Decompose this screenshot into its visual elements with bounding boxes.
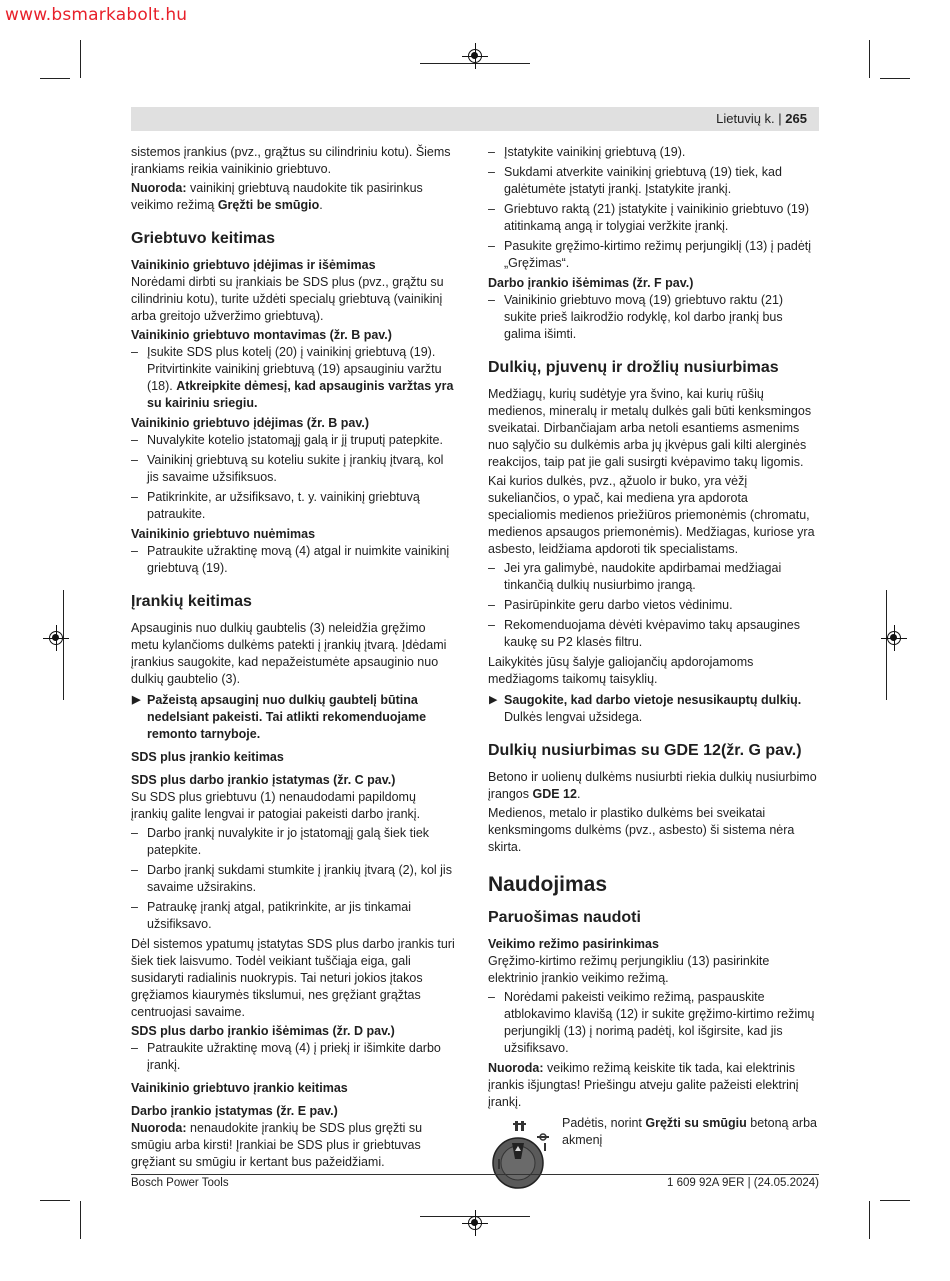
mode-text: Padėtis, norint <box>562 1116 646 1130</box>
list-item-text: Griebtuvo raktą (21) įstatykite į vainikinio griebtuvo (19) atitinkamą angą ir tolygiai veržkite įrankį. <box>504 202 809 233</box>
list-item-text: Patraukite užraktinę movą (4) atgal ir nuimkite vainikinį griebtuvą (19). <box>147 544 450 575</box>
list <box>131 344 456 412</box>
list-item: – Rekomenduojama dėvėti kvėpavimo takų apsaugines kaukę su P2 klasės filtru. <box>488 618 801 649</box>
paragraph: Su SDS plus griebtuvu (1) nenaudodami papildomų įrankių galite lengvai ir patogiai pakeisti darbo įrankį. <box>131 790 421 821</box>
list-item-text: Įsukite SDS plus kotelį (20) į vainikinį griebtuvą (19). Pritvirtinkite vainikinį griebtuvą (19) apsauginiu varžtu (18). <box>147 345 442 393</box>
list-item: – Vainikinį griebtuvą su koteliu sukite į įrankių įtvarą, kol jis savaime užsifiksuos. <box>131 453 444 484</box>
crop-mark <box>80 40 81 78</box>
list-item-warning: Atkreipkite dėmesį, kad apsauginis varžtas yra su kairiniu sriegiu. <box>147 379 454 410</box>
paragraph: Apsauginis nuo dulkių gaubtelis (3) neleidžia gręžimo metu kylančioms dulkėms patekti į įrankių įtvarą. Įdėdami įrankius saugokite, kad nepažeistumėte apsauginio nuo dulkių gaubtelio (3). <box>131 621 447 686</box>
mode-position-text <box>562 1115 817 1149</box>
list <box>488 989 818 1057</box>
list-item: – Jei yra galimybė, naudokite apdirbamai medžiagai tinkančią dulkių nusiurbimo įrangą. <box>488 561 782 592</box>
note-label: Nuoroda: <box>131 181 187 195</box>
right-column <box>488 144 818 1185</box>
note-text: veikimo režimą keiskite tik tada, kai elektrinis įrankis išjungtas! Priešingu atveju galite pažeisti elektrinį įrankį. <box>488 1061 799 1109</box>
registration-mark-icon <box>887 631 901 645</box>
list-item: – Patraukite užraktinę movą (4) atgal ir nuimkite vainikinį griebtuvą (19). <box>131 544 450 575</box>
subheading: Darbo įrankio išėmimas (žr. F pav.) <box>488 276 694 290</box>
subheading: Vainikinio griebtuvo montavimas (žr. B pav.) <box>131 328 392 342</box>
warning-text: Saugokite, kad darbo vietoje nesusikauptų dulkių. <box>504 693 802 707</box>
crop-mark <box>40 78 70 79</box>
footer-code: 1 609 92A 9ER | (24.05.2024) <box>667 1177 819 1189</box>
page-number: 265 <box>785 111 807 126</box>
page-header <box>131 107 819 131</box>
chapter-heading: Naudojimas <box>488 873 608 896</box>
list-item: – Patikrinkite, ar užsifiksavo, t. y. vainikinį griebtuvą patraukite. <box>131 490 420 521</box>
list <box>131 825 456 933</box>
list-item-text: Vainikinį griebtuvą su koteliu sukite į įrankių įtvarą, kol jis savaime užsifiksuos. <box>147 453 444 484</box>
list-item: – Darbo įrankį nuvalykite ir jo įstatomąjį galą šiek tiek patepkite. <box>131 826 430 857</box>
list-item-text: Įstatykite vainikinį griebtuvą (19). <box>504 145 686 159</box>
subheading: Vainikinio griebtuvo nuėmimas <box>131 527 316 541</box>
paragraph: Dėl sistemos ypatumų įstatytas SDS plus darbo įrankis turi šiek tiek laisvumo. Todėl veikiant tuščiąja eiga, gali susidaryti radialinis nuokrypis. Tai neturi jokios įtakos gręžiamos kiaurymės tikslumui, nes gręžiant grąžtas centruojasi savaime. <box>131 937 455 1019</box>
list-item: – Pasukite gręžimo-kirtimo režimų perjungiklį (13) į padėtį „Gręžimas“. <box>488 239 812 270</box>
list-item: – Įsukite SDS plus kotelį (20) į vainikinį griebtuvą (19). Pritvirtinkite vainikinį griebtuvą (19) apsauginiu varžtu (18). Atkreipkite dėmesį, kad apsauginis varžtas yra su kairiniu sriegiu. <box>131 345 454 410</box>
paragraph: sistemos įrankius (pvz., grąžtus su cilindriniu kotu). Šiems įrankiams reikia vainikinio griebtuvo. <box>131 145 451 176</box>
footer-brand: Bosch Power Tools <box>131 1177 229 1189</box>
header-text <box>716 111 807 126</box>
list-item: – Darbo įrankį sukdami stumkite į įrankių įtvarą (2), kol jis savaime užsirakins. <box>131 863 452 894</box>
section-heading: Paruošimas naudoti <box>488 909 641 926</box>
crop-mark <box>63 590 64 700</box>
header-language: Lietuvių k. | <box>716 111 782 126</box>
footer-divider <box>131 1174 819 1175</box>
list-item: – Patraukite užraktinę movą (4) į priekį ir išimkite darbo įrankį. <box>131 1041 441 1072</box>
list-item-text: Pasirūpinkite geru darbo vietos vėdinimu. <box>504 598 733 612</box>
crop-mark <box>886 590 887 700</box>
crop-mark <box>869 1201 870 1239</box>
note-text: vainikinį griebtuvą naudokite tik pasirinkus veikimo režimą <box>131 181 423 212</box>
arrow-right-icon: ▶ <box>489 694 498 706</box>
left-column <box>131 144 456 1173</box>
warning-item <box>131 692 456 743</box>
note-paragraph <box>131 1120 456 1171</box>
paragraph: Kai kurios dulkės, pvz., ąžuolo ir buko, yra vėžį sukeliančios, o ypač, kai mediena yra apdorota specialiomis medienos priežiūros priemonėmis (chromatu, medienos apsaugos priemonėmis). Medžiagas, kuriose yra asbesto, leidžiama apdoroti tik specialistams. <box>488 474 815 556</box>
section-heading: Griebtuvo keitimas <box>131 230 276 247</box>
list-item-text: Norėdami pakeisti veikimo režimą, paspauskite atblokavimo klavišą (12) ir sukite gręžimo-kirtimo režimų perjungiklį (13) į norimą padėtį, kol išgirsite, kad jis užsifiksavo. <box>504 990 815 1055</box>
list-item: – Patraukę įrankį atgal, patikrinkite, ar jis tinkamai užsifiksavo. <box>131 900 412 931</box>
crop-mark <box>80 1201 81 1239</box>
list-item-text: Patraukite užraktinę movą (4) į priekį ir išimkite darbo įrankį. <box>147 1041 441 1072</box>
warning-text: Pažeistą apsauginį nuo dulkių gaubtelį būtina nedelsiant pakeisti. Tai atlikti rekomenduojame remonto tarnyboje. <box>147 693 427 741</box>
list-item: – Norėdami pakeisti veikimo režimą, paspauskite atblokavimo klavišą (12) ir sukite gręžimo-kirtimo režimų perjungiklį (13) į norimą padėtį, kol išgirsite, kad jis užsifiksavo. <box>488 990 815 1055</box>
list-item: – Pasirūpinkite geru darbo vietos vėdinimu. <box>488 598 733 612</box>
subheading: SDS plus darbo įrankio įstatymas (žr. C pav.) <box>131 773 396 787</box>
registration-mark-icon <box>468 49 482 63</box>
note-label: Nuoroda: <box>131 1121 187 1135</box>
section-heading: Dulkių, pjuvenų ir drožlių nusiurbimas <box>488 359 779 376</box>
product-name: GDE 12 <box>532 787 577 801</box>
list <box>488 560 818 651</box>
subheading: Vainikinio griebtuvo įdėjimas ir išėmimas <box>131 258 376 272</box>
arrow-right-icon: ▶ <box>132 694 141 706</box>
section-heading: Įrankių keitimas <box>131 593 252 610</box>
section-heading: Dulkių nusiurbimas su GDE 12(žr. G pav.) <box>488 742 802 759</box>
list <box>488 292 818 343</box>
list-item-text: Darbo įrankį sukdami stumkite į įrankių įtvarą (2), kol jis savaime užsirakins. <box>147 863 452 894</box>
mode-name: Gręžti su smūgiu <box>645 1116 747 1130</box>
paragraph-text: Betono ir uolienų dulkėms nusiurbti riekia dulkių nusiurbimo įrangos <box>488 770 817 801</box>
paragraph: Medžiagų, kurių sudėtyje yra švino, kai kurių rūšių medienos, mineralų ir metalų dulkės gali būti kenksmingos sveikatai. Dirbančiajam arba netoli esantiems asmenims nuo sąlyčio su dulkėmis arba jų įkvėpus gali kilti alerginės reakcijos, taip pat jie gali susirgti kvėpavimo takų ligomis. <box>488 387 812 469</box>
paragraph: Laikykitės jūsų šalyje galiojančių apdorojamoms medžiagoms taikomų taisyklių. <box>488 655 754 686</box>
subheading: Vainikinio griebtuvo įdėjimas (žr. B pav.) <box>131 416 370 430</box>
paragraph-end: . <box>576 787 581 801</box>
list-item-text: Darbo įrankį nuvalykite ir jo įstatomąjį galą šiek tiek patepkite. <box>147 826 430 857</box>
warning-item <box>488 692 818 726</box>
mode-selector-dial-icon <box>488 1121 556 1189</box>
paragraph: Medienos, metalo ir plastiko dulkėms bei sveikatai kenksmingoms dulkėms (pvz., asbesto) ši sistema nėra skirta. <box>488 806 795 854</box>
list <box>131 543 456 577</box>
list-item: – Sukdami atverkite vainikinį griebtuvą (19) tiek, kad galėtumėte įstatyti įrankį. Įstatykite įrankį. <box>488 165 782 196</box>
crop-mark <box>869 40 870 78</box>
note-text: nenaudokite įrankių be SDS plus gręžti su smūgiu arba kirsti! Įrankiai be SDS plus ir griebtuvas gręžiant su smūgiu ir kertant bus pažeidžiami. <box>131 1121 423 1169</box>
subheading: Darbo įrankio įstatymas (žr. E pav.) <box>131 1104 338 1118</box>
list-item: – Griebtuvo raktą (21) įstatykite į vainikinio griebtuvo (19) atitinkamą angą ir tolygiai veržkite įrankį. <box>488 202 809 233</box>
subheading: SDS plus įrankio keitimas <box>131 750 284 764</box>
list-item: – Vainikinio griebtuvo movą (19) griebtuvo raktu (21) sukite prieš laikrodžio rodyklę, kol darbo įrankį bus galima išimti. <box>488 293 784 341</box>
crop-mark <box>880 78 910 79</box>
list <box>131 432 456 523</box>
list-item-text: Rekomenduojama dėvėti kvėpavimo takų apsaugines kaukę su P2 klasės filtru. <box>504 618 801 649</box>
list-item-text: Patraukę įrankį atgal, patikrinkite, ar jis tinkamai užsifiksavo. <box>147 900 412 931</box>
registration-mark-icon <box>468 1216 482 1230</box>
list-item: – Nuvalykite kotelio įstatomąjį galą ir jį truputį patepkite. <box>131 433 443 447</box>
list <box>131 1040 456 1074</box>
subheading: Vainikinio griebtuvo įrankio keitimas <box>131 1081 348 1095</box>
list-item-text: Patikrinkite, ar užsifiksavo, t. y. vainikinį griebtuvą patraukite. <box>147 490 420 521</box>
registration-mark-icon <box>49 631 63 645</box>
subheading: SDS plus darbo įrankio išėmimas (žr. D pav.) <box>131 1024 395 1038</box>
list-item-text: Nuvalykite kotelio įstatomąjį galą ir jį truputį patepkite. <box>147 433 443 447</box>
list-item-text: Jei yra galimybė, naudokite apdirbamai medžiagai tinkančią dulkių nusiurbimo įrangą. <box>504 561 782 592</box>
note-paragraph <box>488 1060 818 1111</box>
list-item-text: Vainikinio griebtuvo movą (19) griebtuvo raktu (21) sukite prieš laikrodžio rodyklę, kol darbo įrankį bus galima išimti. <box>504 293 784 341</box>
list-item-text: Pasukite gręžimo-kirtimo režimų perjungiklį (13) į padėtį „Gręžimas“. <box>504 239 812 270</box>
list-item-text: Sukdami atverkite vainikinį griebtuvą (19) tiek, kad galėtumėte įstatyti įrankį. Įstatykite įrankį. <box>504 165 782 196</box>
list <box>488 144 818 272</box>
note-end: . <box>319 198 323 212</box>
note-mode: Gręžti be smūgio <box>217 198 320 212</box>
watermark: www.bsmarkabolt.hu <box>5 5 188 25</box>
warning-detail: Dulkės lengvai užsidega. <box>504 710 643 724</box>
note-label: Nuoroda: <box>488 1061 544 1075</box>
list-item: – Įstatykite vainikinį griebtuvą (19). <box>488 145 686 159</box>
paragraph: Norėdami dirbti su įrankiais be SDS plus (pvz., grąžtu su cilindriniu kotu), turite uždėti specialų griebtuvą (vainikinį arba greitojo užveržimo griebtuvą). <box>131 275 444 323</box>
subheading: Veikimo režimo pasirinkimas <box>488 937 659 951</box>
mode-text-end: betoną arba akmenį <box>562 1116 817 1147</box>
paragraph <box>488 769 818 803</box>
paragraph: Gręžimo-kirtimo režimų perjungikliu (13) pasirinkite elektrinio įrankio veikimo režimą. <box>488 954 770 985</box>
note-paragraph <box>131 180 456 214</box>
crop-mark <box>880 1200 910 1201</box>
crop-mark <box>40 1200 70 1201</box>
